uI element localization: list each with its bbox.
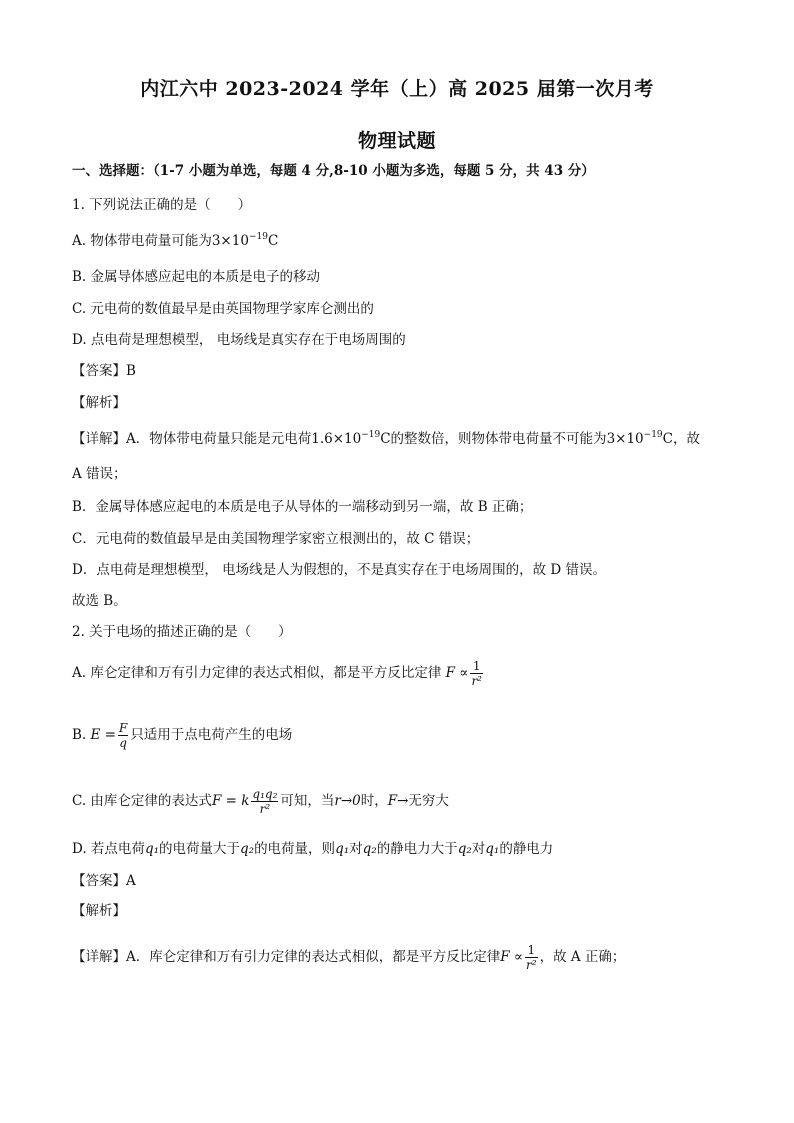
q1-option-a-value: 3×10: [211, 233, 249, 249]
q2-option-a-fraction: [470, 659, 483, 688]
q2-option-b-text: 只适用于点电荷产生的电场: [130, 727, 293, 743]
q1-detail-a-cont: A 错误；: [72, 466, 127, 482]
fraction-denominator: r²: [471, 674, 482, 688]
q2-option-d-q2: q₂: [362, 841, 377, 857]
q2-stem: 2. 关于电场的描述正确的是（ ）: [72, 624, 292, 640]
q2-option-c-text2: 可知，当: [280, 793, 335, 809]
q2-detail-a: [72, 942, 625, 972]
q1-option-a-exponent: −19: [248, 232, 268, 242]
q1-detail-c: C．元电荷的数值最早是由美国物理学家密立根测出的，故 C 错误；: [72, 531, 480, 547]
q2-option-c-formula: F = k: [211, 793, 250, 809]
fraction-numerator: 1: [525, 943, 538, 958]
q2-option-d-text3: 的电荷量，则: [254, 841, 336, 857]
q2-option-d-text6: 对: [471, 841, 486, 857]
q2-option-c: [72, 786, 449, 816]
q2-detail-a-fraction: [525, 943, 538, 972]
q1-detail-a-value2: 3×10: [606, 431, 644, 447]
q1-detail-a-text1: 【详解】A．物体带电荷量只能是元电荷: [72, 431, 312, 447]
q1-option-a-text: A. 物体带电荷量可能为: [72, 233, 212, 249]
q2-option-c-condition: r→0: [334, 793, 361, 809]
q2-option-d-q2: q₂: [240, 841, 255, 857]
q1-detail-a-text2: C的整数倍，则物体带电荷量不可能为: [380, 431, 607, 447]
q1-answer: 【答案】B: [72, 363, 136, 379]
q2-option-d: [72, 840, 553, 858]
q2-option-c-fraction: [251, 787, 278, 816]
q1-detail-a-exponent1: −19: [361, 430, 381, 440]
q2-option-d-q1: q₁: [335, 841, 350, 857]
q2-option-b-formula: E =: [90, 727, 116, 743]
fraction-denominator: q: [119, 736, 127, 750]
q2-option-b-fraction: [118, 721, 128, 750]
q1-conclusion: 故选 B。: [72, 593, 127, 609]
q1-detail-d: D．点电荷是理想模型， 电场线是人为假想的，不是真实存在于电场周围的，故 D 错误。: [72, 562, 607, 578]
q2-option-b: [72, 718, 292, 752]
q1-option-b: B. 金属导体感应起电的本质是电子的移动: [72, 269, 321, 285]
q2-option-d-q2: q₂: [457, 841, 472, 857]
q2-option-d-text7: 的静电力: [499, 841, 554, 857]
q1-option-a-unit: C: [267, 233, 279, 249]
q2-option-d-text4: 对: [349, 841, 363, 857]
fraction-numerator: q₁q₂: [252, 787, 278, 801]
q1-detail-a-exponent2: −19: [643, 430, 663, 440]
q2-option-d-text2: 的电荷量大于: [159, 841, 240, 857]
q2-option-d-q1: q₁: [144, 841, 159, 857]
q1-option-a: [72, 232, 278, 250]
fraction-numerator: 1: [470, 659, 483, 674]
q1-option-c: C. 元电荷的数值最早是由英国物理学家库仑测出的: [72, 301, 374, 317]
q2-answer: 【答案】A: [72, 873, 136, 889]
q2-option-a-formula: F ∝: [445, 665, 469, 681]
q1-analysis-label: 【解析】: [72, 395, 126, 411]
exam-title: 内江六中 2023-2024 学年（上）高 2025 届第一次月考: [140, 78, 654, 100]
q1-detail-b: B．金属导体感应起电的本质是电子从导体的一端移动到另一端，故 B 正确；: [72, 499, 533, 515]
fraction-denominator: r²: [526, 958, 537, 972]
q2-option-d-q1: q₁: [485, 841, 500, 857]
q2-option-b-label: B.: [72, 727, 87, 743]
q2-option-c-result: F→: [387, 793, 409, 809]
q2-detail-a-text2: ，故 A 正确；: [539, 949, 626, 965]
q2-option-d-text5: 的静电力大于: [376, 841, 458, 857]
q1-stem: 1. 下列说法正确的是（ ）: [72, 197, 252, 213]
q1-detail-a: [72, 430, 700, 448]
q2-option-a: [72, 658, 485, 688]
q2-analysis-label: 【解析】: [72, 903, 126, 919]
section-heading: 一、选择题：（1-7 小题为单选，每题 4 分,8-10 小题为多选，每题 5 分，共 43 分）: [72, 163, 595, 179]
q2-option-c-text4: 无穷大: [408, 793, 449, 809]
q2-option-c-text1: C. 由库仑定律的表达式: [72, 793, 212, 809]
q2-detail-a-formula: F ∝: [500, 949, 524, 965]
exam-subject: 物理试题: [357, 130, 436, 152]
q2-option-d-text1: D. 若点电荷: [72, 841, 145, 857]
q1-detail-a-value1: 1.6×10: [311, 431, 362, 447]
q1-detail-a-text3: C，故: [662, 431, 700, 447]
q2-detail-a-text1: 【详解】A．库仑定律和万有引力定律的表达式相似，都是平方反比定律: [72, 949, 501, 965]
q2-option-a-text: A. 库仑定律和万有引力定律的表达式相似，都是平方反比定律: [72, 665, 442, 681]
fraction-denominator: r²: [259, 802, 271, 816]
q1-option-d: D. 点电荷是理想模型， 电场线是真实存在于电场周围的: [72, 332, 406, 348]
q2-option-c-text3: 时，: [360, 793, 388, 809]
fraction-numerator: F: [118, 721, 128, 735]
